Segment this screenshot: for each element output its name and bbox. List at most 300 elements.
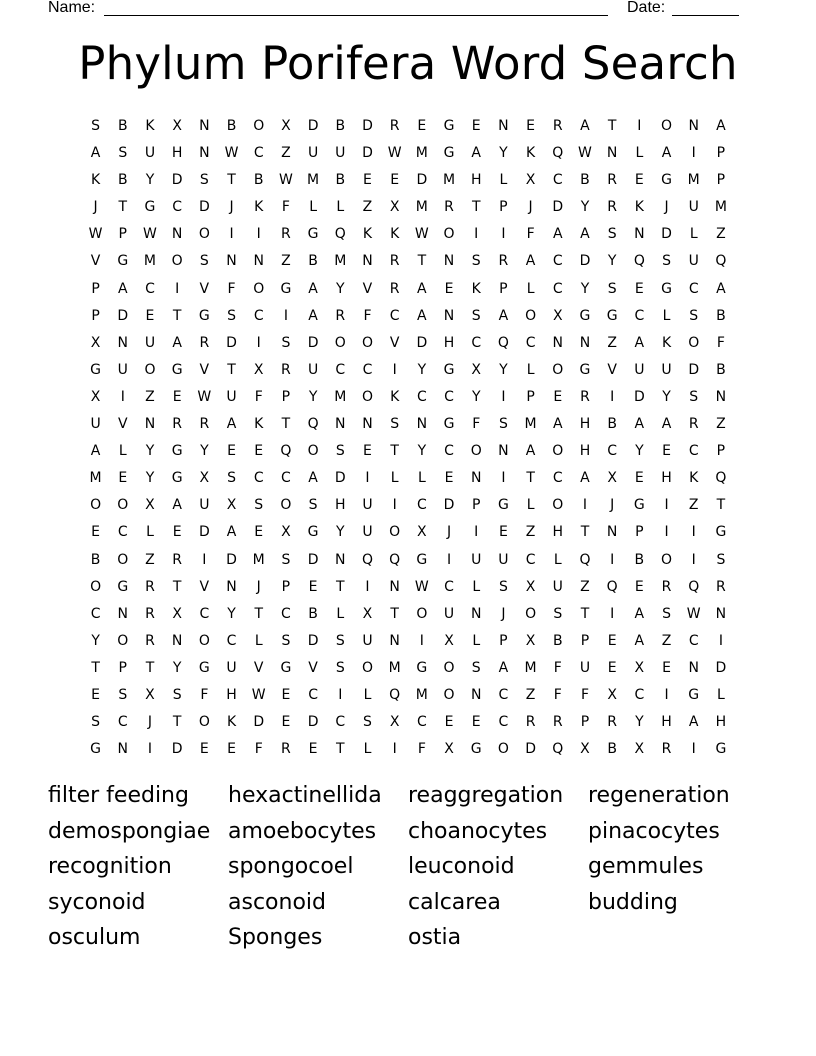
grid-letter: O bbox=[361, 388, 373, 405]
grid-letter: G bbox=[90, 741, 102, 758]
grid-letter: P bbox=[281, 578, 291, 595]
grid-letter: N bbox=[470, 470, 482, 487]
grid-letter: C bbox=[634, 686, 645, 703]
grid-letter: I bbox=[256, 334, 261, 351]
grid-letter: V bbox=[607, 361, 617, 378]
grid-letter: G bbox=[470, 741, 482, 758]
grid-letter: E bbox=[471, 118, 481, 134]
grid-letter: E bbox=[172, 524, 182, 541]
grid-letter: T bbox=[227, 361, 236, 378]
grid-letter: E bbox=[172, 388, 182, 405]
grid-letter: A bbox=[580, 470, 590, 487]
grid-letter: O bbox=[117, 551, 129, 568]
grid-letter: U bbox=[579, 659, 591, 676]
grid-letter: B bbox=[716, 307, 726, 324]
grid-letter: R bbox=[525, 714, 536, 731]
grid-letter: Y bbox=[580, 280, 590, 297]
grid-letter: Q bbox=[579, 551, 591, 568]
grid-letter: C bbox=[172, 199, 183, 216]
grid-letter: E bbox=[308, 578, 318, 595]
grid-letter: Y bbox=[662, 388, 671, 405]
grid-letter: S bbox=[172, 686, 182, 703]
grid-letter: F bbox=[472, 416, 481, 433]
grid-letter: R bbox=[552, 118, 563, 134]
grid-letter: X bbox=[145, 497, 155, 514]
grid-letter: O bbox=[171, 253, 183, 270]
grid-letter: L bbox=[553, 551, 562, 568]
grid-letter: Z bbox=[661, 632, 672, 649]
grid-letter: V bbox=[308, 659, 318, 676]
grid-letter: O bbox=[661, 118, 673, 134]
grid-letter: P bbox=[499, 632, 508, 649]
grid-letter: E bbox=[199, 741, 209, 758]
grid-letter: U bbox=[443, 605, 455, 622]
grid-letter: S bbox=[607, 226, 617, 243]
grid-letter: R bbox=[172, 551, 183, 568]
grid-letter: N bbox=[606, 524, 618, 541]
grid-letter: S bbox=[498, 578, 508, 595]
grid-letter: R bbox=[607, 172, 618, 189]
grid-letter: T bbox=[716, 497, 726, 514]
grid-letter: E bbox=[607, 659, 617, 676]
grid-letter: S bbox=[91, 118, 101, 134]
grid-letter: S bbox=[199, 253, 209, 270]
grid-letter: G bbox=[443, 416, 455, 433]
grid-letter: I bbox=[501, 226, 506, 243]
word-list-item: osculum bbox=[48, 925, 141, 951]
grid-letter: L bbox=[717, 686, 725, 703]
grid-letter: V bbox=[362, 280, 373, 297]
grid-letter: V bbox=[90, 253, 101, 270]
grid-letter: D bbox=[525, 741, 536, 758]
grid-letter: B bbox=[253, 172, 264, 189]
grid-letter: I bbox=[147, 741, 153, 758]
grid-letter: A bbox=[308, 307, 318, 324]
grid-letter: R bbox=[661, 741, 672, 758]
grid-letter: I bbox=[691, 524, 696, 541]
grid-letter: M bbox=[524, 416, 537, 433]
word-list-item: regeneration bbox=[588, 783, 730, 808]
grid-letter: U bbox=[634, 361, 645, 378]
grid-letter: A bbox=[172, 334, 182, 351]
grid-letter: Z bbox=[145, 551, 155, 568]
grid-letter: I bbox=[365, 578, 370, 595]
grid-letter: C bbox=[525, 551, 536, 568]
word-list-item: asconoid bbox=[228, 889, 326, 915]
grid-letter: O bbox=[552, 497, 564, 514]
grid-letter: S bbox=[118, 686, 128, 703]
grid-letter: Q bbox=[307, 416, 319, 433]
grid-letter: A bbox=[634, 334, 645, 351]
grid-letter: I bbox=[256, 226, 261, 243]
grid-letter: K bbox=[362, 226, 373, 243]
grid-letter: N bbox=[144, 416, 156, 433]
grid-letter: S bbox=[390, 416, 400, 433]
grid-letter: S bbox=[227, 470, 236, 487]
grid-letter: Y bbox=[417, 443, 427, 460]
grid-letter: S bbox=[471, 307, 481, 324]
grid-letter: S bbox=[716, 551, 726, 568]
grid-letter: C bbox=[498, 714, 509, 731]
grid-letter: J bbox=[93, 199, 98, 216]
grid-letter: B bbox=[308, 253, 318, 270]
grid-letter: E bbox=[444, 280, 454, 297]
grid-letter: C bbox=[335, 714, 346, 731]
grid-letter: G bbox=[198, 307, 210, 324]
grid-letter: W bbox=[414, 226, 429, 243]
grid-letter: G bbox=[117, 578, 129, 595]
grid-letter: U bbox=[226, 659, 237, 676]
grid-letter: D bbox=[362, 118, 373, 134]
grid-letter: C bbox=[90, 605, 101, 622]
grid-letter: D bbox=[171, 172, 183, 189]
grid-letter: I bbox=[501, 470, 506, 487]
grid-letter: O bbox=[416, 605, 428, 622]
grid-letter: G bbox=[579, 361, 591, 378]
grid-letter: U bbox=[226, 388, 237, 405]
grid-letter: X bbox=[607, 686, 617, 703]
grid-letter: N bbox=[199, 145, 210, 162]
grid-letter: Y bbox=[499, 361, 508, 378]
grid-letter: L bbox=[526, 280, 535, 297]
grid-letter: I bbox=[229, 226, 234, 243]
grid-letter: T bbox=[172, 578, 182, 595]
grid-letter: X bbox=[281, 118, 291, 134]
grid-letter: O bbox=[198, 226, 210, 243]
grid-letter: L bbox=[635, 145, 644, 162]
grid-letter: S bbox=[254, 497, 264, 514]
grid-letter: N bbox=[335, 551, 346, 568]
grid-letter: Z bbox=[580, 578, 590, 595]
grid-letter: N bbox=[362, 253, 373, 270]
grid-letter: E bbox=[417, 118, 427, 134]
grid-letter: P bbox=[471, 497, 481, 514]
grid-letter: E bbox=[444, 470, 454, 487]
grid-letter: A bbox=[226, 416, 237, 433]
grid-letter: F bbox=[417, 741, 426, 758]
grid-letter: S bbox=[607, 280, 617, 297]
grid-letter: C bbox=[498, 686, 509, 703]
grid-letter: X bbox=[172, 605, 182, 622]
grid-letter: Y bbox=[200, 443, 209, 460]
grid-letter: K bbox=[390, 388, 400, 405]
grid-letter: S bbox=[471, 659, 481, 676]
grid-letter: Y bbox=[91, 632, 100, 649]
grid-letter: I bbox=[718, 632, 723, 649]
word-list-item: spongocoel bbox=[228, 854, 354, 880]
grid-letter: Q bbox=[715, 470, 727, 487]
grid-letter: M bbox=[388, 659, 401, 676]
grid-letter: C bbox=[416, 714, 427, 731]
grid-letter: Q bbox=[715, 253, 727, 270]
grid-letter: R bbox=[580, 388, 590, 405]
grid-letter: W bbox=[251, 686, 266, 703]
grid-letter: Y bbox=[145, 470, 155, 487]
grid-letter: Y bbox=[607, 253, 617, 270]
grid-letter: C bbox=[117, 524, 128, 541]
grid-letter: R bbox=[199, 334, 210, 351]
grid-letter: U bbox=[688, 199, 699, 216]
grid-letter: F bbox=[227, 280, 236, 297]
grid-letter: E bbox=[634, 172, 644, 189]
grid-letter: N bbox=[117, 605, 129, 622]
grid-letter: D bbox=[307, 632, 319, 649]
grid-letter: O bbox=[144, 361, 156, 378]
grid-letter: J bbox=[147, 714, 153, 731]
grid-letter: W bbox=[686, 605, 701, 622]
grid-letter: S bbox=[281, 551, 291, 568]
grid-letter: T bbox=[145, 659, 155, 676]
grid-letter: X bbox=[90, 388, 101, 405]
grid-letter: K bbox=[254, 199, 264, 216]
grid-letter: S bbox=[335, 632, 345, 649]
grid-letter: Y bbox=[471, 388, 481, 405]
grid-letter: I bbox=[175, 280, 180, 297]
grid-letter: O bbox=[661, 551, 673, 568]
grid-letter: N bbox=[226, 578, 237, 595]
grid-letter: E bbox=[91, 524, 101, 541]
grid-letter: T bbox=[417, 253, 427, 270]
grid-letter: U bbox=[117, 361, 128, 378]
grid-letter: W bbox=[278, 172, 293, 189]
grid-letter: N bbox=[715, 388, 727, 405]
grid-letter: A bbox=[498, 659, 509, 676]
grid-letter: Y bbox=[336, 280, 345, 297]
grid-letter: N bbox=[362, 416, 373, 433]
grid-letter: H bbox=[552, 524, 564, 541]
grid-letter: R bbox=[688, 416, 699, 433]
grid-letter: Q bbox=[552, 741, 564, 758]
grid-letter: C bbox=[199, 605, 210, 622]
word-list-item: hexactinellida bbox=[228, 783, 382, 808]
grid-letter: P bbox=[716, 443, 726, 460]
grid-letter: G bbox=[280, 280, 292, 297]
grid-letter: N bbox=[416, 416, 428, 433]
grid-letter: I bbox=[392, 741, 397, 758]
grid-letter: G bbox=[198, 659, 210, 676]
grid-letter: J bbox=[528, 199, 533, 216]
grid-letter: U bbox=[552, 578, 563, 595]
grid-letter: A bbox=[580, 226, 590, 243]
grid-letter: N bbox=[470, 605, 482, 622]
grid-letter: E bbox=[526, 118, 536, 134]
grid-letter: A bbox=[417, 307, 427, 324]
grid-letter: N bbox=[117, 334, 129, 351]
grid-letter: L bbox=[472, 578, 481, 595]
grid-letter: I bbox=[120, 388, 125, 405]
grid-letter: R bbox=[389, 253, 400, 270]
grid-letter: C bbox=[525, 334, 536, 351]
grid-letter: T bbox=[91, 659, 100, 676]
grid-letter: S bbox=[335, 659, 345, 676]
grid-letter: X bbox=[525, 632, 536, 649]
grid-letter: H bbox=[335, 497, 346, 514]
word-list-item: ostia bbox=[408, 925, 462, 951]
grid-letter: R bbox=[444, 199, 454, 216]
grid-letter: Q bbox=[389, 686, 401, 703]
grid-letter: H bbox=[579, 443, 591, 460]
grid-letter: S bbox=[471, 253, 481, 270]
grid-letter: O bbox=[361, 659, 373, 676]
grid-letter: R bbox=[281, 361, 291, 378]
grid-letter: G bbox=[307, 226, 319, 243]
grid-letter: I bbox=[664, 686, 669, 703]
grid-letter: F bbox=[526, 226, 535, 243]
grid-letter: E bbox=[145, 307, 155, 324]
grid-letter: V bbox=[199, 361, 210, 378]
grid-letter: A bbox=[634, 416, 645, 433]
grid-letter: Y bbox=[145, 443, 155, 460]
grid-letter: G bbox=[416, 551, 428, 568]
grid-letter: K bbox=[634, 199, 644, 216]
grid-letter: R bbox=[145, 578, 155, 595]
grid-letter: U bbox=[307, 361, 319, 378]
grid-letter: R bbox=[172, 416, 183, 433]
grid-letter: B bbox=[226, 118, 237, 134]
name-label: Name: bbox=[48, 0, 96, 16]
grid-letter: L bbox=[336, 199, 345, 216]
grid-letter: X bbox=[226, 497, 237, 514]
grid-letter: R bbox=[145, 632, 155, 649]
grid-letter: B bbox=[716, 361, 726, 378]
grid-letter: W bbox=[197, 388, 212, 405]
grid-letter: E bbox=[308, 741, 318, 758]
grid-letter: I bbox=[691, 145, 696, 162]
header-row bbox=[48, 0, 748, 20]
grid-letter: E bbox=[118, 470, 128, 487]
grid-letter: C bbox=[444, 443, 454, 460]
grid-letter: A bbox=[716, 280, 726, 297]
grid-letter: E bbox=[634, 470, 644, 487]
grid-letter: A bbox=[308, 280, 318, 297]
grid-letter: G bbox=[171, 470, 183, 487]
grid-letter: I bbox=[365, 470, 370, 487]
grid-letter: M bbox=[143, 253, 157, 270]
grid-letter: G bbox=[416, 659, 428, 676]
grid-letter: C bbox=[552, 280, 563, 297]
grid-letter: N bbox=[389, 632, 400, 649]
grid-letter: X bbox=[444, 632, 454, 649]
grid-letter: E bbox=[91, 686, 101, 703]
grid-letter: E bbox=[471, 714, 481, 731]
grid-letter: M bbox=[89, 470, 102, 487]
grid-letter: Y bbox=[635, 714, 644, 731]
grid-letter: G bbox=[497, 497, 509, 514]
grid-letter: N bbox=[688, 118, 699, 134]
grid-letter: Z bbox=[716, 226, 726, 243]
grid-letter: F bbox=[254, 388, 263, 405]
grid-letter: Y bbox=[417, 361, 427, 378]
letter-grid bbox=[82, 113, 745, 761]
grid-letter: T bbox=[471, 199, 481, 216]
grid-letter: W bbox=[224, 145, 239, 162]
grid-letter: I bbox=[691, 741, 696, 758]
grid-letter: W bbox=[414, 578, 429, 595]
grid-letter: P bbox=[91, 280, 100, 297]
grid-letter: A bbox=[552, 226, 563, 243]
grid-letter: C bbox=[308, 686, 318, 703]
grid-letter: T bbox=[336, 578, 345, 595]
date-blank-line[interactable] bbox=[672, 15, 739, 16]
grid-letter: O bbox=[443, 659, 455, 676]
grid-letter: D bbox=[661, 226, 672, 243]
grid-letter: K bbox=[145, 118, 155, 134]
grid-letter: I bbox=[446, 551, 452, 568]
grid-letter: O bbox=[497, 741, 509, 758]
grid-letter: C bbox=[688, 632, 699, 649]
grid-letter: X bbox=[552, 307, 563, 324]
grid-letter: A bbox=[90, 443, 101, 460]
grid-letter: T bbox=[580, 524, 590, 541]
grid-letter: S bbox=[363, 714, 372, 731]
grid-letter: G bbox=[144, 199, 156, 216]
grid-letter: X bbox=[634, 659, 645, 676]
grid-letter: G bbox=[443, 118, 455, 134]
grid-letter: A bbox=[688, 714, 699, 731]
grid-letter: N bbox=[634, 226, 645, 243]
grid-letter: I bbox=[474, 226, 479, 243]
grid-letter: N bbox=[688, 659, 699, 676]
grid-letter: L bbox=[499, 172, 508, 189]
grid-letter: D bbox=[715, 659, 727, 676]
grid-letter: A bbox=[90, 145, 101, 162]
grid-letter: Z bbox=[607, 334, 617, 351]
grid-letter: B bbox=[552, 632, 563, 649]
grid-letter: V bbox=[389, 334, 400, 351]
grid-letter: P bbox=[635, 524, 644, 541]
grid-letter: E bbox=[281, 686, 291, 703]
grid-letter: O bbox=[198, 632, 210, 649]
grid-letter: A bbox=[308, 470, 318, 487]
grid-letter: S bbox=[227, 307, 236, 324]
word-list-item: demospongiae bbox=[48, 818, 211, 844]
grid-letter: H bbox=[661, 714, 672, 731]
grid-letter: G bbox=[688, 686, 700, 703]
grid-letter: I bbox=[392, 361, 397, 378]
grid-letter: P bbox=[716, 145, 726, 162]
grid-letter: N bbox=[253, 253, 264, 270]
grid-letter: O bbox=[470, 443, 482, 460]
grid-letter: V bbox=[253, 659, 264, 676]
grid-letter: I bbox=[610, 388, 615, 405]
grid-letter: X bbox=[389, 199, 400, 216]
grid-letter: D bbox=[198, 199, 210, 216]
grid-letter: P bbox=[281, 388, 291, 405]
grid-letter: N bbox=[117, 741, 129, 758]
grid-letter: K bbox=[390, 226, 400, 243]
grid-letter: O bbox=[361, 334, 373, 351]
grid-letter: F bbox=[553, 686, 562, 703]
grid-letter: M bbox=[687, 172, 700, 189]
name-blank-line[interactable] bbox=[104, 15, 608, 16]
grid-letter: Z bbox=[688, 497, 699, 514]
grid-letter: R bbox=[281, 226, 291, 243]
grid-letter: L bbox=[118, 443, 127, 460]
grid-letter: B bbox=[117, 118, 128, 134]
grid-letter: Q bbox=[389, 551, 401, 568]
grid-letter: J bbox=[501, 605, 506, 622]
grid-letter: H bbox=[443, 334, 455, 351]
grid-letter: N bbox=[171, 632, 183, 649]
grid-letter: T bbox=[580, 605, 590, 622]
grid-letter: M bbox=[415, 686, 428, 703]
grid-letter: C bbox=[253, 307, 264, 324]
grid-letter: D bbox=[307, 714, 319, 731]
grid-letter: C bbox=[552, 172, 563, 189]
grid-letter: R bbox=[389, 118, 400, 134]
grid-letter: I bbox=[338, 686, 343, 703]
grid-letter: O bbox=[307, 443, 319, 460]
